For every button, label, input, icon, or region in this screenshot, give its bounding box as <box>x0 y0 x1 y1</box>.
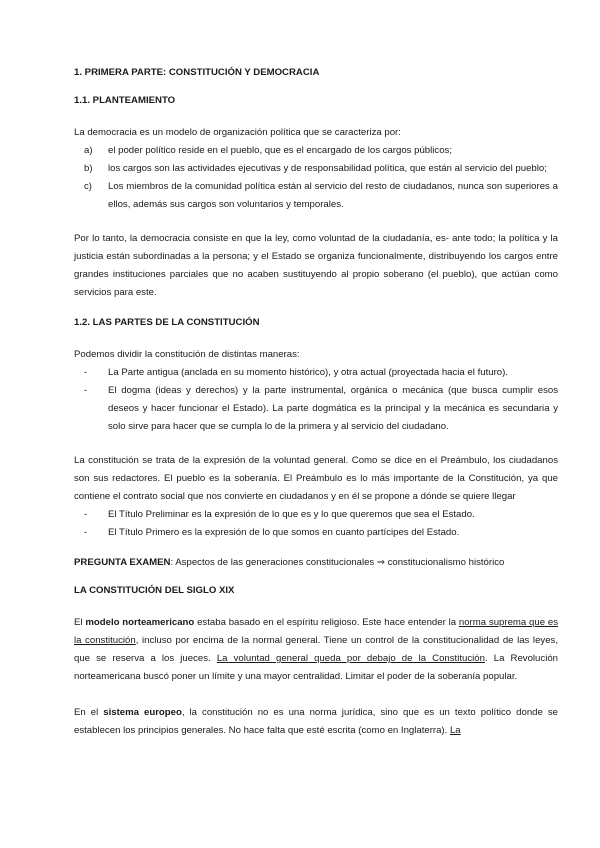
list-item: - La Parte antigua (anclada en su momento histórico), y otra actual (proyectada hacia el futuro). <box>84 367 508 378</box>
intro-paragraph: La democracia es un modelo de organización política que se caracteriza por: <box>74 127 401 138</box>
list-item: - El Título Preliminar es la expresión de lo que es y lo que queremos que sea el Estado. <box>84 509 475 520</box>
list-item: a) el poder político reside en el pueblo, que es el encargado de los cargos públicos; <box>84 145 453 156</box>
por-lo-tanto-paragraph: Por lo tanto, la democracia consiste en que la ley, como voluntad de la ciudadanía, es- ante todo; la política y la justicia están subordinadas a la persona; y el Estado se organiza funcionalmente, distribuyendo los cargos entre grandes instituciones parciales que no acaben sustituyendo al propio soberano (el pueblo), que actúan como servicios para este. <box>74 233 558 298</box>
list-item: c) Los miembros de la comunidad política están al servicio del resto de ciudadanos, nunca son superiores a ellos, además sus cargos son voluntarios y temporales. <box>84 181 558 210</box>
list-item: b) los cargos son las actividades ejecutivas y de responsabilidad política, que están al servicio del pueblo; <box>84 163 547 174</box>
pregunta-examen: PREGUNTA EXAMEN: Aspectos de las generaciones constitucionales ⇒ constitucionalismo histórico <box>74 557 505 568</box>
list-item: - El dogma (ideas y derechos) y la parte instrumental, orgánica o mecánica (que busca cumplir esos deseos y hacer funcionar el Estado). La parte dogmática es la principal y la mecánica es secundaria y solo sirve para hacer que se cumpla lo de la primera y al servicio del ciudadano. <box>84 385 558 432</box>
document-page <box>74 66 558 740</box>
heading-planteamiento: 1.1. PLANTEAMIENTO <box>74 95 176 106</box>
podemos-paragraph: Podemos dividir la constitución de distintas maneras: <box>74 349 300 360</box>
heading-siglo-xix: LA CONSTITUCIÓN DEL SIGLO XIX <box>74 585 235 596</box>
constitution-parts-list <box>74 364 558 436</box>
norteamericano-paragraph: El modelo norteamericano estaba basado en el espíritu religioso. Este hace entender la norma suprema que es la constitución, incluso por encima de la normal general. Tiene un control de la constitucionalidad de las leyes, que se reserva a los jueces. La voluntad general queda por debajo de la Constitución. La Revolución norteamericana buscó poner un límite y una mayor centralidad. Limitar el poder de la soberanía popular. <box>74 617 559 682</box>
heading-primera-parte: 1. PRIMERA PARTE: CONSTITUCIÓN Y DEMOCRACIA <box>74 67 320 78</box>
europeo-paragraph: En el sistema europeo, la constitución no es una norma jurídica, sino que es un texto político donde se establecen los principios generales. No hace falta que esté escrita (como en Inglaterra). La <box>74 707 558 736</box>
democracy-characteristics-list <box>74 142 558 214</box>
constitucion-paragraph: La constitución se trata de la expresión de la voluntad general. Como se dice en el Preámbulo, los ciudadanos son sus redactores. El pueblo es la soberanía. El Preámbulo es lo más importante de la Constitución, ya que contiene el contrato social que nos convierte en ciudadanos y en él se propone a dónde se quiere llegar <box>74 455 558 502</box>
heading-partes-constitucion: 1.2. LAS PARTES DE LA CONSTITUCIÓN <box>74 317 260 328</box>
list-item: - El Título Primero es la expresión de lo que somos en cuanto partícipes del Estado. <box>84 527 460 538</box>
titulos-list <box>74 506 558 542</box>
